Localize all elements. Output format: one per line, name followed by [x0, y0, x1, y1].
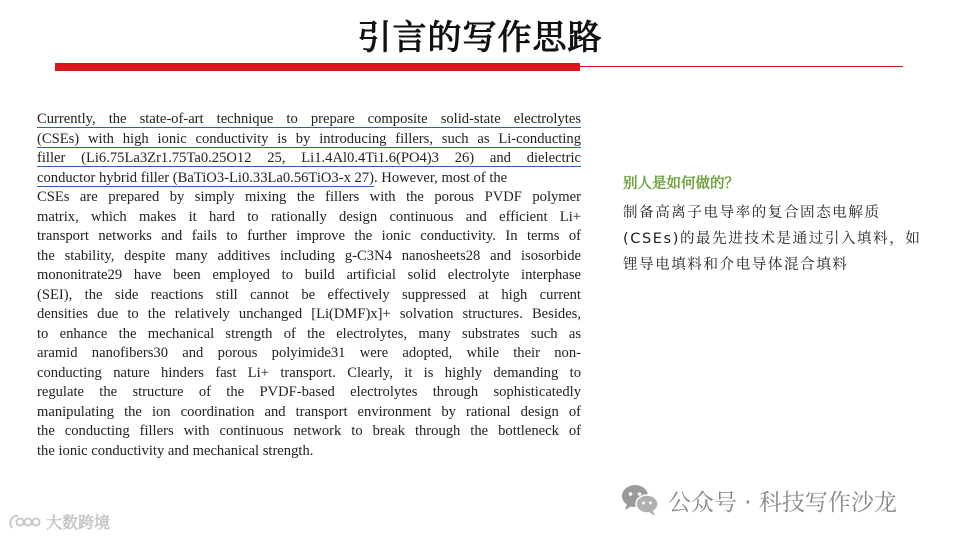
watermark-right-text: 公众号 · 科技写作沙龙: [668, 489, 897, 516]
excerpt-line: manipulating the ion coordination and transport environment by rational design of: [37, 403, 581, 420]
excerpt-line: the stability, despite many additives including g-C3N4 nanosheets28 and isosorbide: [37, 247, 581, 264]
excerpt-line: CSEs are prepared by simply mixing the fillers with the porous PVDF polymer: [37, 189, 581, 205]
excerpt-line: the ionic conductivity and mechanical strength.: [37, 442, 314, 459]
watermark-left-text: 大数跨境: [46, 513, 111, 532]
excerpt-line: conductor hybrid filler (BaTiO3-Li0.33La0.56TiO3-x 27). However, most of the: [37, 169, 508, 186]
title-underline-thin: [580, 66, 903, 67]
excerpt-line: filler (Li6.75La3Zr1.75Ta0.25O12 25, Li1.4Al0.4Ti1.6(PO4)3 26) and dielectric: [37, 150, 581, 166]
excerpt-line: to enhance the mechanical strength of the electrolytes, many substrates such as: [37, 325, 581, 342]
excerpt-line: conducting nature hinders fast Li+ transport. Clearly, it is highly demanding to: [37, 364, 581, 381]
answer-line: 锂导电填料和介电导体混合填料: [623, 257, 849, 273]
highlighted-fragment: conductor hybrid filler (BaTiO3-Li0.33La0.56TiO3-x 27): [37, 169, 374, 186]
watermark-right: [620, 483, 897, 517]
excerpt-line: densities due to the relatively unchanged [Li(DMF)x]+ solvation structures. Besides,: [37, 306, 581, 322]
wechat-icon: [620, 483, 660, 517]
excerpt-line: the conducting fillers with continuous network to break through the bottleneck of: [37, 423, 581, 439]
answer-line: 制备高离子电导率的复合固态电解质: [623, 205, 881, 221]
answer-line: (CSEs)的最先进技术是通过引入填料，如: [623, 231, 922, 247]
watermark-left: [8, 510, 110, 533]
excerpt-line: Currently, the state-of-art technique to prepare composite solid-state electrolytes: [37, 111, 581, 127]
excerpt-line: regulate the structure of the PVDF-based electrolytes through sophisticatedly: [37, 384, 581, 400]
excerpt-line: matrix, which makes it hard to rationally design continuous and efficient Li+: [37, 208, 581, 225]
excerpt-line: (CSEs) with high ionic conductivity is by introducing fillers, such as Li-conducting: [37, 130, 581, 147]
title-underline-bar: [55, 63, 580, 71]
paper-excerpt: [37, 110, 581, 461]
excerpt-line: aramid nanofibers30 and porous polyimide31 were adopted, while their non-: [37, 345, 581, 361]
sidebar-question: 别人是如何做的？: [623, 176, 739, 192]
sidebar-answer: [623, 200, 923, 278]
excerpt-line: transport networks and fails to further improve the ionic conductivity. In terms of: [37, 228, 581, 244]
excerpt-line: mononitrate29 have been employed to build artificial solid electrolyte interphase: [37, 267, 581, 283]
excerpt-line: (SEI), the side reactions still cannot be effectively suppressed at high current: [37, 286, 581, 303]
brand-logo-icon: [8, 512, 42, 532]
slide-title: 引言的写作思路: [357, 18, 603, 58]
